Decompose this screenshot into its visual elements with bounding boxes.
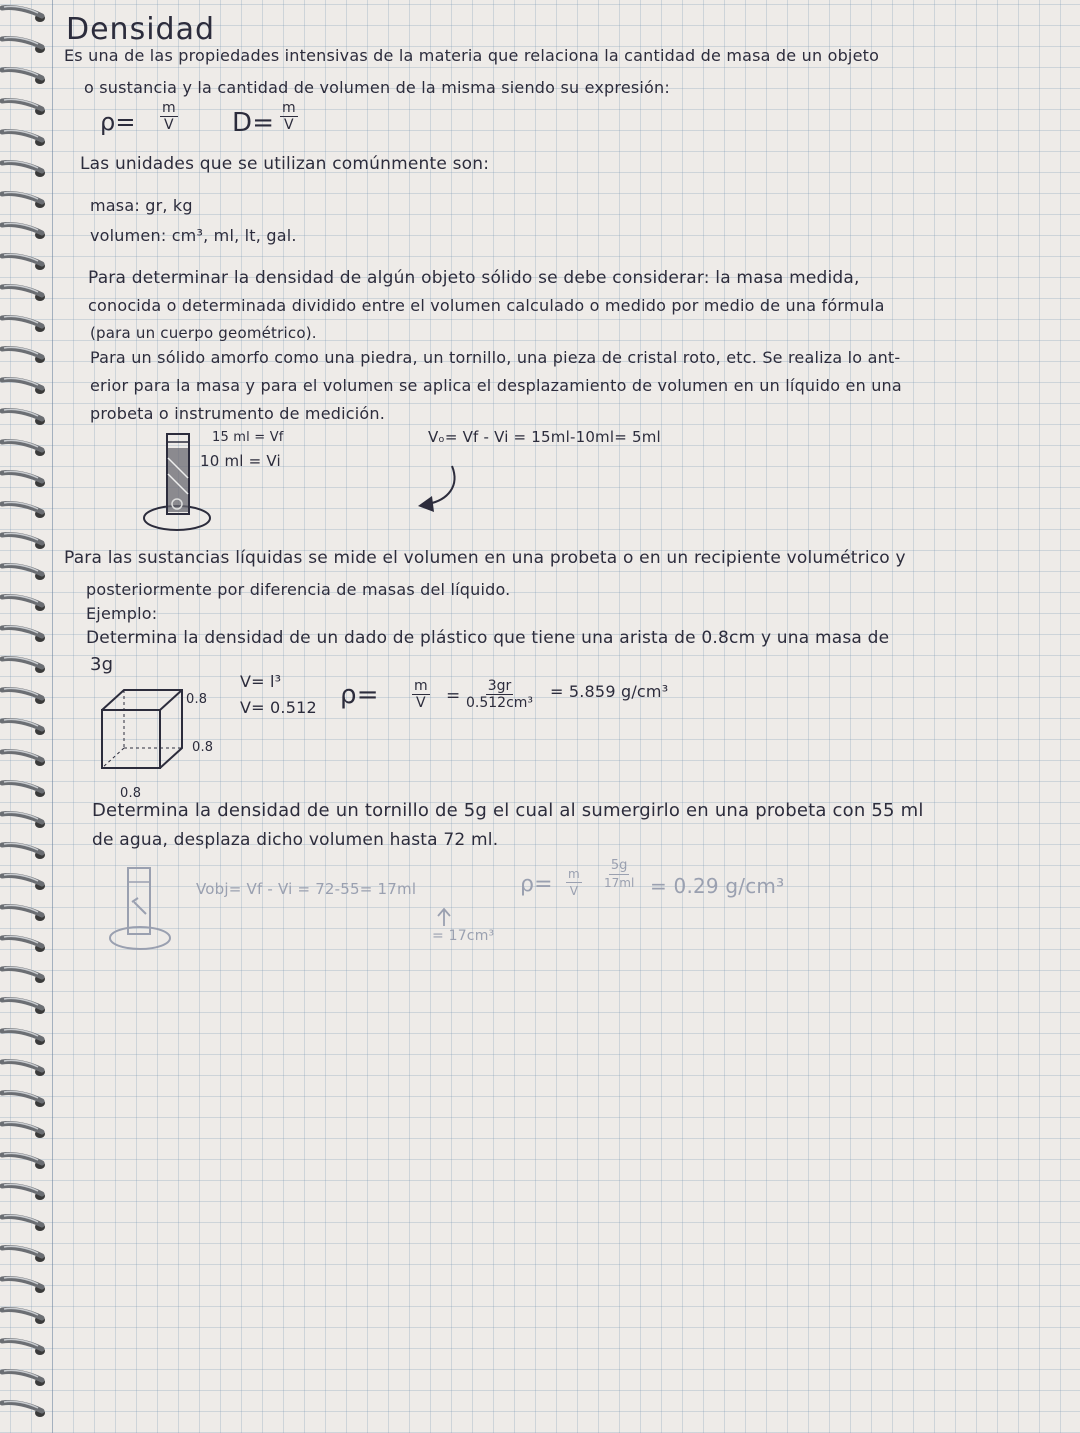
rho-numerator: m	[162, 100, 176, 116]
example2-line-2: de agua, desplaza dicho volumen hasta 72 ml.	[92, 830, 499, 850]
cube-icon	[94, 684, 190, 780]
d-numerator: m	[282, 100, 296, 116]
intro-line-1: Es una de las propiedades intensivas de la materia que relaciona la cantidad de masa de un objeto	[64, 46, 880, 65]
cube-edge-side: 0.8	[192, 740, 214, 755]
rho-symbol: ρ=	[100, 108, 136, 136]
example1-line-1: Determina la densidad de un dado de plástico que tiene una arista de 0.8cm y una masa de	[86, 628, 890, 648]
volume-formula: V= l³	[240, 672, 282, 691]
example1-value-fraction	[466, 678, 533, 711]
volume-value: V= 0.512	[240, 698, 317, 717]
up-arrow-icon	[434, 906, 454, 928]
example2-result: = 0.29 g/cm³	[650, 874, 785, 898]
liquid-line-2: posteriormente por diferencia de masas del líquido.	[86, 580, 511, 599]
cube-edge-right: 0.8	[186, 692, 208, 707]
example2-formula-denominator: V	[569, 884, 578, 898]
graduated-cylinder-icon	[140, 428, 220, 532]
probeta-vf-label: 15 ml = Vf	[212, 430, 284, 445]
displacement-calc: Vₒ= Vf - Vi = 15ml-10ml= 5ml	[428, 428, 661, 446]
example2-line-1: Determina la densidad de un tornillo de 5g el cual al sumergirlo en una probeta con 55 ml	[92, 800, 924, 821]
example2-formula-fraction	[566, 866, 582, 899]
arrow-icon	[410, 460, 470, 520]
solid-line-1: Para determinar la densidad de algún objeto sólido se debe considerar: la masa medida,	[88, 268, 860, 288]
ejemplo-label: Ejemplo:	[86, 604, 158, 623]
probeta-vi-label: 10 ml = Vi	[200, 452, 281, 470]
units-volumen: volumen: cm³, ml, lt, gal.	[90, 226, 297, 245]
page-title: Densidad	[66, 12, 216, 47]
d-fraction	[280, 100, 298, 133]
solid-line-5: erior para la masa y para el volumen se aplica el desplazamiento de volumen en un líquido en una	[90, 376, 902, 395]
example1-numerator: 3gr	[487, 678, 512, 694]
d-symbol: D=	[232, 108, 275, 138]
example1-denominator: 0.512cm³	[466, 695, 534, 711]
example2-calc: Vobj= Vf - Vi = 72-55= 17ml	[196, 880, 417, 898]
units-masa: masa: gr, kg	[90, 196, 193, 215]
spiral-binding	[0, 0, 54, 1433]
example1-line-2: 3g	[90, 654, 114, 675]
example2-numerator: 5g	[610, 858, 628, 873]
example1-formula-denominator: V	[416, 695, 426, 711]
rho-denominator: V	[164, 117, 174, 133]
cube-edge-bottom: 0.8	[120, 786, 142, 801]
intro-line-2: o sustancia y la cantidad de volumen de la misma siendo su expresión:	[84, 78, 670, 97]
example1-equals: =	[446, 686, 461, 706]
example2-value-fraction	[604, 858, 634, 891]
rho-fraction	[160, 100, 178, 133]
example1-result: = 5.859 g/cm³	[550, 682, 669, 701]
probeta-tornillo-icon	[104, 862, 180, 954]
example2-rho-symbol: ρ=	[520, 872, 553, 897]
solid-line-2: conocida o determinada dividido entre el volumen calculado o medido por medio de una fórmula	[88, 296, 885, 315]
example2-denominator: 17ml	[604, 876, 635, 890]
d-denominator: V	[284, 117, 294, 133]
example2-formula-numerator: m	[568, 867, 580, 881]
units-intro: Las unidades que se utilizan comúnmente son:	[80, 154, 490, 174]
solid-line-3: (para un cuerpo geométrico).	[90, 324, 317, 342]
solid-line-6: probeta o instrumento de medición.	[90, 404, 386, 423]
example2-equiv: = 17cm³	[432, 928, 495, 944]
example1-formula-fraction	[412, 678, 430, 711]
liquid-line-1: Para las sustancias líquidas se mide el volumen en una probeta o en un recipiente volumétrico y	[64, 548, 906, 568]
example1-formula-numerator: m	[414, 678, 428, 694]
solid-line-4: Para un sólido amorfo como una piedra, un tornillo, una pieza de cristal roto, etc. Se realiza lo ant-	[90, 348, 901, 367]
example1-rho-symbol: ρ=	[340, 680, 379, 710]
